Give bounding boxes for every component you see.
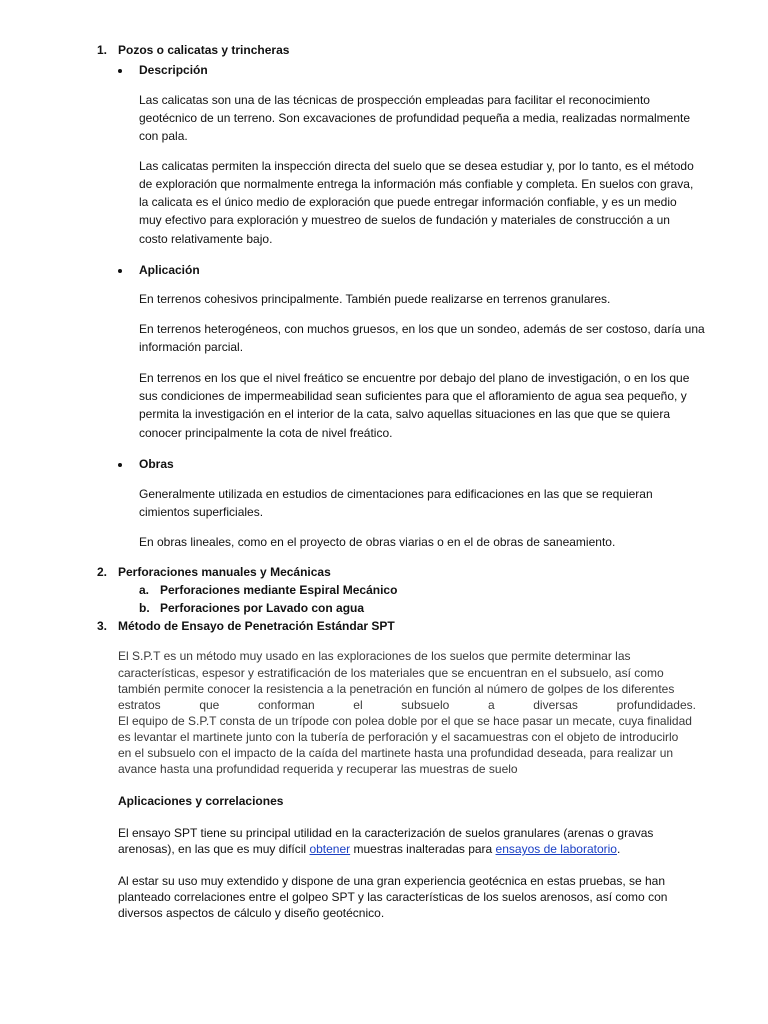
obras-p1-line: cimientos superficiales. xyxy=(139,505,264,519)
word: profundidades. xyxy=(616,698,696,712)
descripcion-p1-line: geotécnico de un terreno. Son excavaciones de profundidad pequeña a media, realizadas normalmente xyxy=(139,111,691,125)
spt-paragraph-line: avance hasta una profundidad requerida y recuperar las muestras de suelo xyxy=(118,762,518,776)
aplicaciones-heading: Aplicaciones y correlaciones xyxy=(118,794,284,808)
descripcion-p2-line: costo relativamente bajo. xyxy=(139,232,273,246)
descripcion-heading: Descripción xyxy=(139,63,208,77)
text-run: . xyxy=(616,842,621,856)
aplicacion-p1-line: En terrenos cohesivos principalmente. También puede realizarse en terrenos granulares. xyxy=(139,292,611,306)
descripcion-p2-line: Las calicatas permiten la inspección directa del suelo que se desea estudiar y, por lo tanto, es el método xyxy=(139,159,694,173)
spt-paragraph-justified-line xyxy=(118,698,696,713)
descripcion-p2-line: la calicata es el único medio de exploración que puede entregar información confiable, y es un medio xyxy=(139,195,677,209)
word: a xyxy=(487,698,495,712)
section-3-title: Método de Ensayo de Penetración Estándar SPT xyxy=(118,619,395,633)
descripcion-p2-line: muy efectivo para exploración y muestreo de suelos de fundación y materiales de construcción a un xyxy=(139,213,670,227)
aplicaciones-p1-line xyxy=(118,842,620,857)
aplicaciones-p2-line: planteado correlaciones entre el golpeo SPT y las características de los suelos arenosos, así como con xyxy=(118,890,668,904)
obras-p1-line: Generalmente utilizada en estudios de cimentaciones para edificaciones en las que se requieran xyxy=(139,487,653,501)
section-2-item-label: b. xyxy=(139,601,150,615)
obras-heading: Obras xyxy=(139,457,174,471)
section-2-title: Perforaciones manuales y Mecánicas xyxy=(118,565,331,579)
aplicaciones-p2-line: diversos aspectos de cálculo y diseño geotécnico. xyxy=(118,906,385,920)
word: subsuelo xyxy=(401,698,450,712)
aplicacion-p2-line: información parcial. xyxy=(139,340,244,354)
spt-paragraph-line: también permite conocer la resistencia a la penetración en función al número de golpes de los diferentes xyxy=(118,682,675,696)
bullet-icon xyxy=(118,269,122,273)
aplicacion-p2-line: En terrenos heterogéneos, con muchos gruesos, en los que un sondeo, además de ser costoso, daría una xyxy=(139,322,705,336)
aplicacion-heading: Aplicación xyxy=(139,263,200,277)
spt-paragraph-line: El S.P.T es un método muy usado en las exploraciones de los suelos que permite determinar las xyxy=(118,649,631,663)
aplicacion-p3-line: En terrenos en los que el nivel freático se encuentre por debajo del plano de investigación, o en los que xyxy=(139,371,690,385)
spt-paragraph-line: es levantar el martinete junto con la tubería de perforación y el sacamuestras con el objeto de introducirlo xyxy=(118,730,679,744)
ensayos-de-laboratorio-link[interactable]: ensayos de laboratorio xyxy=(495,842,617,856)
aplicaciones-p2-line: Al estar su uso muy extendido y dispone de una gran experiencia geotécnica en estas pruebas, se han xyxy=(118,874,666,888)
spt-paragraph-line: características, espesor y estratificación de los materiales que se encuentran en el subsuelo, así como xyxy=(118,666,664,680)
section-2-item-text: Perforaciones por Lavado con agua xyxy=(160,601,365,615)
word: diversas xyxy=(533,698,578,712)
section-2-item-label: a. xyxy=(139,583,150,597)
section-2-number: 2. xyxy=(97,565,108,579)
spt-paragraph-line: El equipo de S.P.T consta de un trípode con polea doble por el que se hace pasar un mecate, cuya finalidad xyxy=(118,714,692,728)
descripcion-p1-line: Las calicatas son una de las técnicas de prospección empleadas para facilitar el reconocimiento xyxy=(139,93,650,107)
section-1-title: Pozos o calicatas y trincheras xyxy=(118,43,290,57)
aplicacion-p3-line: conocer principalmente la cota de nivel freático. xyxy=(139,426,393,440)
bullet-icon xyxy=(118,69,122,73)
word: estratos xyxy=(118,698,161,712)
descripcion-p1-line: con pala. xyxy=(139,129,188,143)
text-run: arenosas), en las que es muy difícil xyxy=(118,842,310,856)
section-1-number: 1. xyxy=(97,43,108,57)
bullet-icon xyxy=(118,463,122,467)
descripcion-p2-line: de exploración que normalmente entrega la información más confiable y completa. En suelos con grava, xyxy=(139,177,694,191)
spt-paragraph-line: en el subsuelo con el impacto de la caída del martinete hasta una profundidad deseada, para realizar un xyxy=(118,746,674,760)
aplicacion-p3-line: sus condiciones de impermeabilidad sean suficientes para que el afloramiento de agua sea pequeño, y xyxy=(139,389,687,403)
section-2-item-text: Perforaciones mediante Espiral Mecánico xyxy=(160,583,398,597)
obtener-link[interactable]: obtener xyxy=(309,842,351,856)
text-run: muestras inalteradas para xyxy=(350,842,496,856)
word: conforman xyxy=(257,698,315,712)
word: el xyxy=(353,698,363,712)
section-3-number: 3. xyxy=(97,619,108,633)
word: que xyxy=(199,698,220,712)
aplicacion-p3-line: permita la investigación en el interior de la cata, salvo aquellas situaciones en las que que se quiera xyxy=(139,407,670,421)
obras-p2-line: En obras lineales, como en el proyecto de obras viarias o en el de obras de saneamiento. xyxy=(139,535,616,549)
aplicaciones-p1-line: El ensayo SPT tiene su principal utilidad en la caracterización de suelos granulares (arenas o gravas xyxy=(118,826,654,840)
